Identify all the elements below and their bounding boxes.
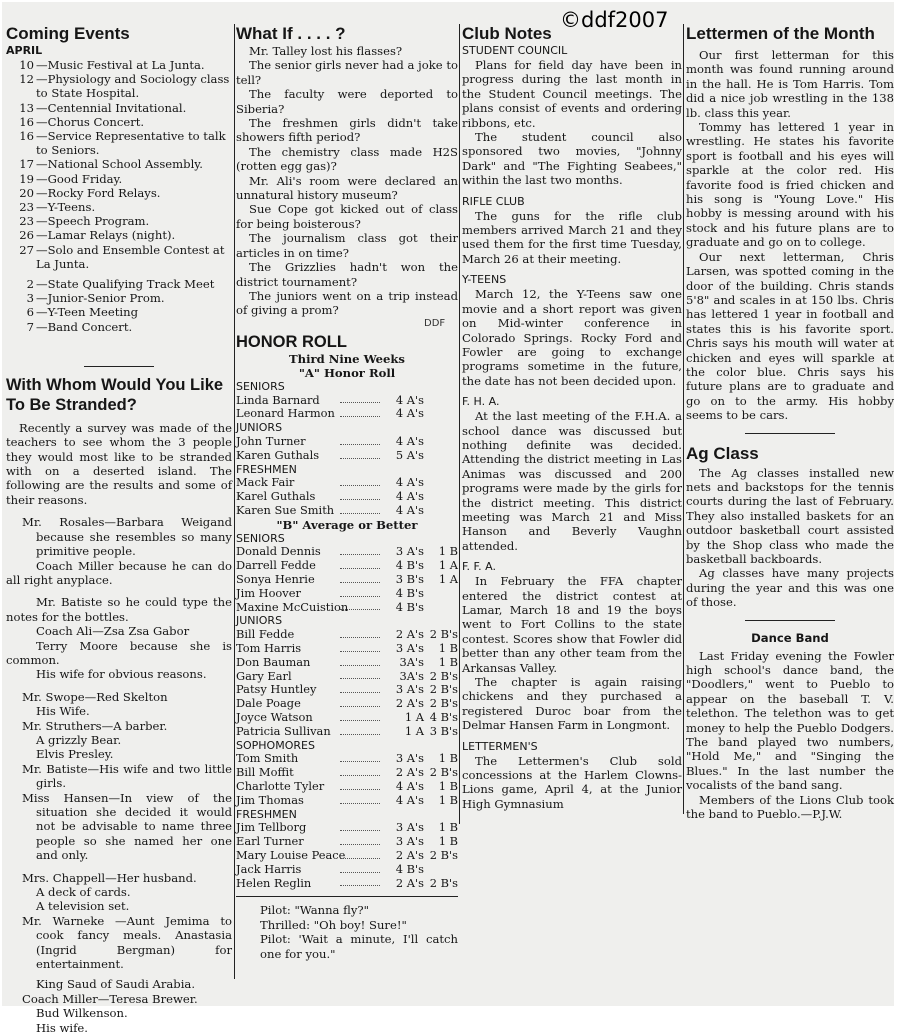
student-name: Patsy Huntley xyxy=(236,682,317,697)
dot-leader xyxy=(340,725,380,735)
stranded-answer: Mr. Struthers—A barber. xyxy=(22,718,168,733)
event-day: 12 xyxy=(19,72,34,87)
event-item xyxy=(12,277,232,291)
grade-secondary xyxy=(424,435,458,449)
event-day: 27 xyxy=(19,242,34,257)
grade-secondary xyxy=(424,601,458,615)
event-text: —State Qualifying Track Meet xyxy=(36,277,215,292)
event-day: 16 xyxy=(19,129,34,144)
grade-secondary xyxy=(424,490,458,504)
grade-secondary: 1 B xyxy=(438,641,458,656)
dot-leader xyxy=(340,601,380,611)
student-name: Dale Poage xyxy=(236,696,301,711)
stranded-answer: Miss Hansen—In view of the situation she decided it would not be advisable to name three people so she named her one and only. xyxy=(22,790,232,863)
grade-secondary: 2 B's xyxy=(429,696,458,711)
grade-primary: 3 A's xyxy=(395,682,424,697)
stranded-answer: Mr. Batiste so he could type the notes for the bottles. xyxy=(6,595,232,624)
section-divider xyxy=(84,366,154,367)
dot-leader xyxy=(340,545,380,555)
grade-primary: 4 A's xyxy=(395,433,424,448)
dot-leader xyxy=(340,642,380,652)
event-text: —Good Friday. xyxy=(36,171,123,186)
student-name: John Turner xyxy=(236,433,306,448)
grade-primary: 3 A's xyxy=(395,751,424,766)
stranded-title: With Whom Would You Like To Be Stranded? xyxy=(6,375,224,414)
copyright-watermark: ©ddf2007 xyxy=(560,8,669,32)
what-if-list xyxy=(236,44,458,318)
student-name: Earl Turner xyxy=(236,834,304,849)
student-name: Karel Guthals xyxy=(236,489,316,504)
dot-leader xyxy=(340,697,380,707)
event-text: —Rocky Ford Relays. xyxy=(36,185,161,200)
section-divider xyxy=(745,620,835,621)
stranded-answer: His wife. xyxy=(36,1020,88,1035)
b-honor-roll xyxy=(236,532,458,891)
grade-primary: 3 A's xyxy=(395,820,424,835)
stranded-answer: His Wife. xyxy=(36,704,90,719)
stranded-answer: Mr. Swope—Red Skelton xyxy=(22,689,168,704)
event-item xyxy=(12,157,232,171)
event-day: 19 xyxy=(19,171,34,186)
what-if-item: The faculty were deported to Siberia? xyxy=(236,87,458,116)
honor-roll-row xyxy=(236,449,458,463)
student-name: Mack Fair xyxy=(236,475,295,490)
column-rule xyxy=(459,24,460,824)
honor-roll-row xyxy=(236,849,458,863)
lettermen-title: Lettermen of the Month xyxy=(686,24,875,43)
honor-roll-row xyxy=(236,835,458,849)
student-name: Tom Smith xyxy=(236,751,299,766)
grade-primary: 3 A's xyxy=(395,641,424,656)
event-day: 2 xyxy=(26,277,34,292)
grade-primary: 4 A's xyxy=(395,406,424,421)
honor-roll-grade: FRESHMEN xyxy=(236,807,297,821)
student-name: Maxine McCuistion xyxy=(236,599,349,614)
grade-secondary: 1 B xyxy=(438,779,458,794)
event-item xyxy=(12,214,232,228)
grade-secondary: 1 A xyxy=(438,572,458,587)
club-section-heading: F. F. A. xyxy=(462,560,496,574)
honor-roll-grade: SOPHOMORES xyxy=(236,738,315,752)
event-item xyxy=(12,291,232,305)
honor-roll-row xyxy=(236,711,458,725)
event-day: 13 xyxy=(19,100,34,115)
stranded-answer: Coach Ali—Zsa Zsa Gabor xyxy=(36,624,190,639)
event-text: —Lamar Relays (night). xyxy=(36,228,176,243)
grade-secondary: 3 B's xyxy=(429,723,458,738)
club-section-heading: Y-TEENS xyxy=(462,273,507,287)
honor-roll-row xyxy=(236,863,458,877)
honor-roll-row xyxy=(236,504,458,518)
event-item xyxy=(12,228,232,242)
what-if-item: The journalism class got their articles in on time? xyxy=(236,231,458,260)
dot-leader xyxy=(340,407,380,417)
dot-leader xyxy=(340,766,380,776)
section-divider xyxy=(236,896,458,897)
grade-primary: 2 A's xyxy=(395,765,424,780)
stranded-answer: A grizzly Bear. xyxy=(36,732,122,747)
grade-secondary: 1 A xyxy=(438,558,458,573)
student-name: Sonya Henrie xyxy=(236,572,315,587)
student-name: Jim Tellborg xyxy=(236,820,307,835)
honor-roll-row xyxy=(236,394,458,408)
grade-primary: 2 A's xyxy=(395,696,424,711)
honor-roll-row xyxy=(236,821,458,835)
stranded-answer: Mr. Batiste—His wife and two little girls. xyxy=(22,761,232,791)
grade-secondary xyxy=(424,407,458,421)
event-text: —Physiology and Sociology class to State Hospital. xyxy=(36,72,230,101)
club-section-heading: LETTERMEN'S xyxy=(462,739,538,753)
honor-roll-row xyxy=(236,476,458,490)
grade-primary: 2 A's xyxy=(395,848,424,863)
dot-leader xyxy=(340,752,380,762)
ddf-stamp: DDF xyxy=(424,317,446,329)
club-section-heading: RIFLE CLUB xyxy=(462,194,525,208)
grade-primary: 4 A's xyxy=(395,779,424,794)
grade-primary: 2 A's xyxy=(395,875,424,890)
stranded-answer: Mr. Warneke —Aunt Jemima to cook fancy meals. Anastasia (Ingrid Bergman) for entertainment. xyxy=(22,913,232,972)
event-text: —Speech Program. xyxy=(36,214,150,229)
grade-secondary: 1 B xyxy=(438,792,458,807)
honor-roll-row xyxy=(236,780,458,794)
newspaper-page xyxy=(2,2,894,1035)
club-notes-title: Club Notes xyxy=(462,24,552,43)
stranded-answer: A television set. xyxy=(36,899,130,914)
event-item xyxy=(12,129,232,157)
stranded-answer: King Saud of Saudi Arabia. xyxy=(36,977,196,992)
honor-roll-row xyxy=(236,545,458,559)
honor-roll-row xyxy=(236,407,458,421)
student-name: Darrell Fedde xyxy=(236,558,316,573)
grade-primary: 4 A's xyxy=(395,392,424,407)
grade-primary: 1 A xyxy=(404,723,424,738)
what-if-item: Mr. Talley lost his flasses? xyxy=(249,44,403,58)
honor-roll-row xyxy=(236,490,458,504)
column-1 xyxy=(6,2,232,1035)
club-paragraph: The Lettermen's Club sold concessions at the Harlem Clowns-Lions game, April 4, at the Junior High Gymnasium xyxy=(462,753,682,811)
joke-line: Pilot: 'Wait a minute, I'll catch one for you." xyxy=(260,932,458,961)
grade-primary: 4 B's xyxy=(395,861,424,876)
event-item xyxy=(12,186,232,200)
club-paragraph: The student council also sponsored two movies, "Johnny Dark" and "The Fighting Seabees," within the last two months. xyxy=(462,130,682,188)
grade-secondary xyxy=(424,504,458,518)
event-item xyxy=(12,72,232,100)
lettermen-paragraph: Tommy has lettered 1 year in wrestling. He states his favorite sport is football and his eyes will sparkle at the color red. His favorite food is fried chicken and his song is "Young Love." His hobby is messing around with his stock and his future plans are to graduate and go on to college. xyxy=(686,120,894,250)
student-name: Jim Hoover xyxy=(236,585,301,600)
event-item xyxy=(12,115,232,129)
grade-secondary xyxy=(424,394,458,408)
grade-primary: 3A's xyxy=(399,654,424,669)
dot-leader xyxy=(340,821,380,831)
grade-secondary: 2 B's xyxy=(429,627,458,642)
what-if-title: What If . . . . ? xyxy=(236,24,346,43)
event-text: —National School Assembly. xyxy=(36,157,203,172)
dot-leader xyxy=(340,559,380,569)
honor-roll-grade: SENIORS xyxy=(236,531,285,545)
stranded-answer: Mrs. Chappell—Her husband. xyxy=(22,870,197,885)
event-item xyxy=(12,58,232,72)
grade-secondary: 1 B xyxy=(438,820,458,835)
grade-primary: 4 B's xyxy=(395,585,424,600)
section-divider xyxy=(745,433,835,434)
club-paragraph: The chapter is again raising chickens and they purchased a registered Duroc boar from the Delmar Hansen Farm in Longmont. xyxy=(462,675,682,733)
dot-leader xyxy=(340,711,380,721)
stranded-answers xyxy=(6,515,232,1035)
lettermen-paragraph: Our next letterman, Chris Larsen, was spotted coming in the door of the building. Chris stands 5'8" and scales in at 150 lbs. Chris has lettered 1 year in football and states this is his favorite sport. Chris says his mouth will water at chicken and eyes will sparkle at the color blue. Chris says his future plans are to graduate and go on to the army. His hobby seems to be cars. xyxy=(686,249,894,423)
dance-band-paragraph: Last Friday evening the Fowler high school's dance band, the "Doodlers," went to Pueblo to appear on the baseball T. V. telethon. The telethon was to get money to help the Pueblo Dodgers. The band played two numbers, "Hold Me," and "Singing the Blues." In the last number the vocalists of the band sang. xyxy=(686,648,894,793)
column-2 xyxy=(236,2,458,961)
club-section-heading: F. H. A. xyxy=(462,395,500,409)
grade-primary: 2 A's xyxy=(395,627,424,642)
grade-primary: 4 A's xyxy=(395,502,424,517)
coming-events-month: APRIL xyxy=(6,44,43,57)
dot-leader xyxy=(340,877,380,887)
event-day: 17 xyxy=(19,157,34,172)
grade-primary: 3A's xyxy=(399,668,424,683)
event-day: 20 xyxy=(19,185,34,200)
event-day: 16 xyxy=(19,114,34,129)
honor-roll-row xyxy=(236,628,458,642)
honor-roll-row xyxy=(236,435,458,449)
dot-leader xyxy=(340,435,380,445)
joke-line: Pilot: "Wanna fly?" xyxy=(260,903,369,918)
grade-primary: 4 A's xyxy=(395,489,424,504)
what-if-item: The Grizzlies hadn't won the district tournament? xyxy=(236,260,458,289)
dot-leader xyxy=(340,656,380,666)
student-name: Jack Harris xyxy=(236,861,302,876)
grade-secondary xyxy=(424,863,458,877)
grade-primary: 4 A's xyxy=(395,475,424,490)
honor-roll-grade: JUNIORS xyxy=(236,614,283,628)
stranded-answer: A deck of cards. xyxy=(36,885,131,900)
grade-secondary: 2 B's xyxy=(429,668,458,683)
club-section-heading: STUDENT COUNCIL xyxy=(462,44,568,57)
grade-secondary: 1 B xyxy=(438,834,458,849)
event-text: —Junior-Senior Prom. xyxy=(36,291,165,306)
club-paragraph: The guns for the rifle club members arrived March 21 and they used them for the first time Tuesday, March 26 at their meeting. xyxy=(462,208,682,266)
honor-roll-grade: JUNIORS xyxy=(236,421,283,435)
dot-leader xyxy=(340,394,380,404)
honor-roll-row xyxy=(236,559,458,573)
event-text: —Service Representative to talk to Seniors. xyxy=(36,129,226,158)
dot-leader xyxy=(340,504,380,514)
column-rule xyxy=(234,24,235,979)
dance-band-title: Dance Band xyxy=(751,630,829,645)
honor-roll-row xyxy=(236,642,458,656)
grade-primary: 4 B's xyxy=(395,558,424,573)
student-name: Donald Dennis xyxy=(236,544,321,559)
student-name: Patricia Sullivan xyxy=(236,723,331,738)
a-honor-roll-heading: "A" Honor Roll xyxy=(298,365,396,380)
event-text: —Y-Teen Meeting xyxy=(36,305,139,320)
event-item xyxy=(12,243,232,271)
joke-line: Thrilled: "Oh boy! Sure!" xyxy=(260,917,407,932)
club-notes-body xyxy=(462,44,682,811)
honor-roll-grade: SENIORS xyxy=(236,379,285,393)
student-name: Charlotte Tyler xyxy=(236,779,325,794)
student-name: Linda Barnard xyxy=(236,392,320,407)
grade-primary: 1 A xyxy=(404,710,424,725)
club-paragraph: In February the FFA chapter entered the district contest at Lamar, March 18 and 19 the boys went to Fort Collins to the state contest. Scores show that Fowler did better than any other team from the Arkansas Valley. xyxy=(462,574,682,675)
event-day: 10 xyxy=(19,58,34,72)
ag-class-paragraph: Ag classes have many projects during the year and this was one of those. xyxy=(686,566,894,610)
event-text: —Centennial Invitational. xyxy=(36,100,187,115)
student-name: Karen Guthals xyxy=(236,447,320,462)
stranded-answer: Elvis Presley. xyxy=(36,747,114,762)
student-name: Mary Louise Peace xyxy=(236,848,346,863)
stranded-answer: Terry Moore because she is common. xyxy=(6,638,232,667)
grade-primary: 3 A's xyxy=(395,834,424,849)
event-day: 23 xyxy=(19,214,34,229)
honor-roll-row xyxy=(236,601,458,615)
grade-secondary: 2 B's xyxy=(429,682,458,697)
event-day: 26 xyxy=(19,228,34,243)
student-name: Bill Fedde xyxy=(236,627,295,642)
student-name: Don Bauman xyxy=(236,654,311,669)
stranded-answer: Mr. Rosales—Barbara Weigand because she resembles so many primitive people. xyxy=(22,515,232,559)
stranded-answer: Bud Wilkenson. xyxy=(36,1006,128,1021)
grade-secondary xyxy=(424,449,458,463)
student-name: Leonard Harmon xyxy=(236,406,335,421)
grade-primary: 3 B's xyxy=(395,572,424,587)
dot-leader xyxy=(340,587,380,597)
honor-roll-row xyxy=(236,794,458,808)
grade-secondary: 4 B's xyxy=(429,710,458,725)
dot-leader xyxy=(340,863,380,873)
event-item xyxy=(12,101,232,115)
student-name: Helen Reglin xyxy=(236,875,312,890)
event-item xyxy=(12,200,232,214)
club-paragraph: At the last meeting of the F.H.A. a school dance was discussed but nothing definite was decided. Attending the district meeting in Las Animas was discussed and 200 programs were made by the girls for the district meeting. This district meeting was March 21 and Miss Hanson and Beverly Vaughn attended. xyxy=(462,409,682,553)
student-name: Joyce Watson xyxy=(236,710,313,725)
event-text: —Chorus Concert. xyxy=(36,114,145,129)
event-day: 6 xyxy=(26,305,34,320)
event-item xyxy=(12,305,232,319)
dot-leader xyxy=(340,849,380,859)
what-if-item: Sue Cope got kicked out of class for being boisterous? xyxy=(236,202,458,231)
what-if-item: The chemistry class made H2S (rotten egg gas)? xyxy=(236,144,458,174)
club-paragraph: March 12, the Y-Teens saw one movie and a short report was given on Mid-winter conference in Colorado Springs. Rocky Ford and Fowler are going to exchange programs sometime in the future, the date has not been decided upon. xyxy=(462,287,682,388)
honor-roll-row xyxy=(236,573,458,587)
honor-roll-row xyxy=(236,683,458,697)
events-list xyxy=(6,58,232,334)
event-day: 23 xyxy=(19,200,34,215)
grade-secondary: 1 B xyxy=(438,544,458,559)
student-name: Karen Sue Smith xyxy=(236,502,335,517)
dot-leader xyxy=(340,670,380,680)
column-4 xyxy=(686,2,894,822)
ag-class-title: Ag Class xyxy=(686,443,759,463)
event-text: —Solo and Ensemble Contest at La Junta. xyxy=(36,242,225,271)
honor-roll-row xyxy=(236,670,458,684)
honor-roll-row xyxy=(236,587,458,601)
what-if-item: Mr. Ali's room were declared an unnatural history museum? xyxy=(236,173,458,203)
stranded-intro: Recently a survey was made of the teachers to see whom the 3 people they would most like to be stranded with on a deserted island. The following are the results and some of their reasons. xyxy=(6,420,232,507)
dot-leader xyxy=(340,780,380,790)
dot-leader xyxy=(340,683,380,693)
grade-secondary: 1 B xyxy=(438,751,458,766)
dot-leader xyxy=(340,794,380,804)
grade-secondary: 2 B's xyxy=(429,875,458,890)
honor-roll-grade: FRESHMEN xyxy=(236,462,297,476)
b-honor-roll-heading: "B" Average or Better xyxy=(276,517,418,532)
grade-secondary: 2 B's xyxy=(429,765,458,780)
honor-roll-row xyxy=(236,725,458,739)
ag-class-paragraph: The Ag classes installed new nets and backstops for the tennis courts during the last of February. They also installed baskets for an outdoor basketball court assisted by the Shop class who made the basketball backboards. xyxy=(686,465,894,566)
event-item xyxy=(12,320,232,334)
what-if-item: The senior girls never had a joke to tell? xyxy=(236,58,458,87)
column-rule xyxy=(683,24,684,814)
event-text: —Y-Teens. xyxy=(36,200,96,215)
honor-roll-row xyxy=(236,766,458,780)
event-item xyxy=(12,172,232,186)
event-day: 3 xyxy=(26,291,34,306)
stranded-answer: Coach Miller because he can do all right anyplace. xyxy=(6,558,232,587)
student-name: Bill Moffit xyxy=(236,765,294,780)
honor-roll-subtitle: Third Nine Weeks xyxy=(289,351,405,366)
column-3 xyxy=(462,2,682,811)
honor-roll-row xyxy=(236,752,458,766)
dance-band-paragraph: Members of the Lions Club took the band to Pueblo.—P.J.W. xyxy=(686,792,894,822)
student-name: Gary Earl xyxy=(236,668,292,683)
grade-primary: 3 A's xyxy=(395,544,424,559)
club-paragraph: Plans for field day have been in progress during the last month in the Student Council meetings. The plans consist of events and ordering ribbons, etc. xyxy=(462,58,682,130)
coming-events-title: Coming Events xyxy=(6,24,130,43)
grade-primary: 4 B's xyxy=(395,599,424,614)
dot-leader xyxy=(340,449,380,459)
grade-secondary xyxy=(424,476,458,490)
event-text: —Music Festival at La Junta. xyxy=(36,58,205,72)
dot-leader xyxy=(340,476,380,486)
dot-leader xyxy=(340,628,380,638)
event-text: —Band Concert. xyxy=(36,319,133,334)
what-if-item: The freshmen girls didn't take showers fifth period? xyxy=(236,116,458,145)
what-if-item: The juniors went on a trip instead of giving a prom? xyxy=(236,288,458,318)
grade-primary: 4 A's xyxy=(395,792,424,807)
dot-leader xyxy=(340,835,380,845)
student-name: Tom Harris xyxy=(236,641,302,656)
dot-leader xyxy=(340,490,380,500)
honor-roll-title: HONOR ROLL xyxy=(236,332,347,351)
stranded-answer: His wife for obvious reasons. xyxy=(36,667,207,682)
event-day: 7 xyxy=(26,319,34,334)
stranded-answer: Coach Miller—Teresa Brewer. xyxy=(22,991,198,1006)
honor-roll-row xyxy=(236,877,458,891)
a-honor-roll xyxy=(236,380,458,518)
grade-secondary xyxy=(424,587,458,601)
grade-secondary: 2 B's xyxy=(429,848,458,863)
grade-primary: 5 A's xyxy=(395,447,424,462)
grade-secondary: 1 B xyxy=(438,654,458,669)
dot-leader xyxy=(340,573,380,583)
student-name: Jim Thomas xyxy=(236,792,304,807)
honor-roll-row xyxy=(236,697,458,711)
honor-roll-row xyxy=(236,656,458,670)
lettermen-paragraph: Our first letterman for this month was found running around in the hall. He is Tom Harris. Tom did a nice job wrestling in the 138 lb. class this year. xyxy=(686,48,894,120)
